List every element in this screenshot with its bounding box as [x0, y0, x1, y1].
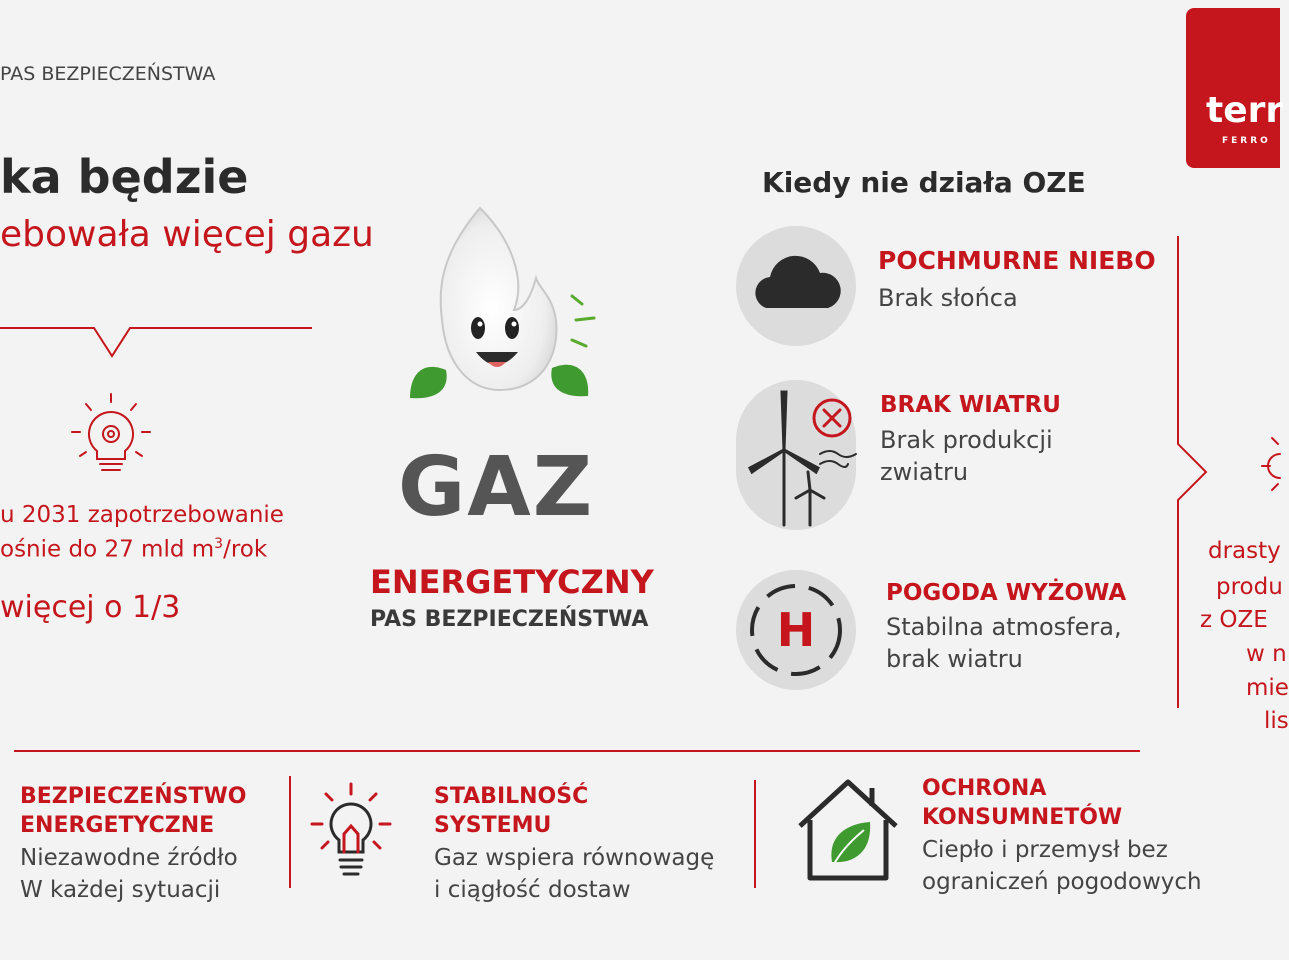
page-heading: ka będzie — [0, 150, 249, 204]
gaz-subtitle-pas: PAS BEZPIECZEŃSTWA — [370, 607, 649, 632]
right-fragment-4: w n — [1246, 641, 1287, 667]
right-fragment-1: drasty — [1208, 538, 1281, 564]
high-pressure-icon-circle — [736, 570, 856, 690]
lightbulb-gear-icon — [66, 392, 156, 482]
right-fragment-6: lis — [1264, 708, 1289, 734]
bottom-text-2a: Gaz wspiera równowagę — [434, 845, 715, 871]
cloud-icon-circle — [736, 226, 856, 346]
smiling-flame-mascot — [400, 200, 600, 405]
top-label: PAS BEZPIECZEŃSTWA — [0, 63, 216, 85]
oze-item-text-2a: Brak produkcji — [880, 426, 1053, 454]
bottom-text-2b: i ciągłość dostaw — [434, 877, 631, 903]
bottom-separator-1 — [289, 776, 291, 888]
oze-item-title-1: POCHMURNE NIEBO — [878, 246, 1156, 275]
high-pressure-icon — [736, 570, 856, 690]
bottom-title-3b: KONSUMNETÓW — [922, 805, 1123, 830]
logo-sub: FERRO — [1222, 136, 1271, 146]
svg-text:H: H — [776, 603, 816, 657]
bottom-title-1a: BEZPIECZEŃSTWO — [20, 784, 247, 809]
bottom-text-3b: ograniczeń pogodowych — [922, 869, 1202, 895]
right-partial-icon — [1258, 432, 1280, 502]
stat-line-1: u 2031 zapotrzebowanie — [0, 502, 284, 528]
right-bracket — [1170, 236, 1210, 710]
cloud-icon — [736, 226, 856, 346]
oze-item-title-2: BRAK WIATRU — [880, 392, 1061, 418]
house-leaf-icon — [794, 774, 902, 882]
wind-icon-circle — [736, 380, 856, 530]
right-fragment-3: z OZE — [1200, 607, 1268, 633]
brand-logo — [1186, 8, 1284, 168]
oze-item-text-2b: zwiatru — [880, 458, 969, 486]
oze-item-text-3b: brak wiatru — [886, 645, 1023, 673]
right-fragment-5: mie — [1246, 675, 1289, 701]
gaz-title: GAZ — [398, 440, 595, 535]
stat-line-2: ośnie do 27 mld $m^3$/rok — [0, 536, 268, 563]
oze-item-title-3: POGODA WYŻOWA — [886, 580, 1127, 606]
bottom-title-3a: OCHRONA — [922, 776, 1047, 801]
oze-item-text-3a: Stabilna atmosfera, — [886, 613, 1122, 641]
gaz-subtitle-energetyczny: ENERGETYCZNY — [370, 563, 654, 601]
logo-word: terr — [1206, 90, 1284, 131]
stat-highlight: więcej o 1/3 — [0, 590, 181, 625]
callout-line — [0, 318, 320, 362]
lightbulb-icon — [308, 780, 394, 884]
bottom-title-1b: ENERGETYCZNE — [20, 813, 215, 838]
bottom-separator-2 — [754, 780, 756, 888]
bottom-text-3a: Ciepło i przemysł bez — [922, 837, 1168, 863]
bottom-title-2b: SYSTEMU — [434, 813, 552, 838]
bottom-divider — [14, 750, 1140, 752]
right-fragment-2: produ — [1216, 574, 1283, 600]
oze-section-title: Kiedy nie działa OZE — [762, 166, 1086, 199]
bottom-title-2a: STABILNOŚĆ — [434, 784, 589, 809]
page-subheading: ebowała więcej gazu — [0, 214, 374, 255]
oze-item-text-1: Brak słońca — [878, 284, 1018, 312]
wind-turbine-icon — [736, 380, 856, 530]
bottom-text-1a: Niezawodne źródło — [20, 845, 238, 871]
bottom-text-1b: W każdej sytuacji — [20, 877, 221, 903]
